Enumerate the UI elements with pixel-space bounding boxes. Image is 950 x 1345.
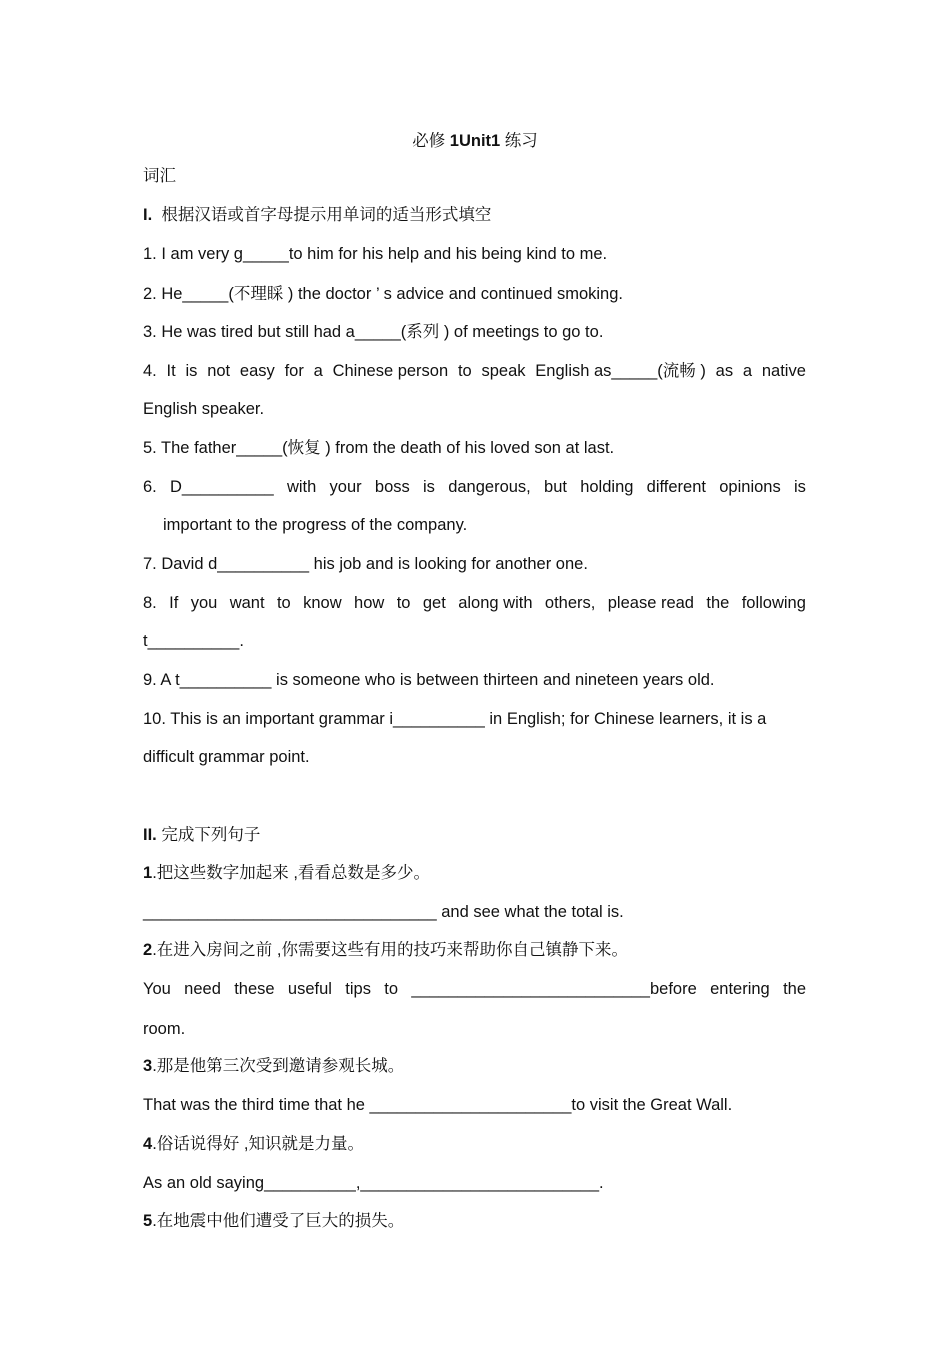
q8-word: get <box>422 594 446 612</box>
q4-word: easy <box>239 362 275 380</box>
question-2: 2. He_____(不理睬 ) the doctor ’ s advice and continued smoking. <box>143 285 623 303</box>
question-4-continued: English speaker. <box>143 400 265 418</box>
sentence-4-english: As an old saying__________,__________________________. <box>143 1174 604 1192</box>
q8-word: If <box>169 594 179 612</box>
q8-word: to <box>276 594 291 612</box>
part1-heading <box>143 205 491 225</box>
sentence-text: .在地震中他们遭受了巨大的损失。 <box>152 1212 405 1230</box>
q4-word: speak <box>481 362 526 380</box>
q4-word: a <box>313 362 323 380</box>
q4-word: It <box>166 362 176 380</box>
q6-word: different <box>646 478 706 496</box>
part2-numeral: II. <box>143 826 157 844</box>
sentence-2-english <box>143 979 806 999</box>
question-3: 3. He was tired but still had a_____(系列 ) of meetings to go to. <box>143 323 604 341</box>
q6-word: opinions <box>719 478 781 496</box>
sentence-number: 1 <box>143 864 153 882</box>
q8-word: please read <box>607 594 694 612</box>
question-6 <box>143 477 806 497</box>
s2-word: You <box>143 980 171 998</box>
q8-word: 8. <box>143 594 157 612</box>
question-4 <box>143 361 806 381</box>
q4-word: not <box>207 362 231 380</box>
sentence-number: 2 <box>143 941 153 959</box>
part1-heading-text: 根据汉语或首字母提示用单词的适当形式填空 <box>161 206 492 224</box>
q6-word: boss <box>374 478 410 496</box>
q4-word: Chinese person <box>332 362 449 380</box>
title-prefix: 必修 <box>412 132 450 150</box>
q4-word: as <box>715 362 734 380</box>
sentence-5-chinese <box>143 1211 404 1231</box>
sentence-text: .俗话说得好 ,知识就是力量。 <box>152 1135 364 1153</box>
s2-word: tips <box>345 980 371 998</box>
q6-word: 6. <box>143 478 157 496</box>
q4-word: 4. <box>143 362 157 380</box>
q8-word: the <box>706 594 730 612</box>
question-6-continued: important to the progress of the company. <box>163 516 468 534</box>
q6-word: D__________ <box>170 478 274 496</box>
sentence-text: .在进入房间之前 ,你需要这些有用的技巧来帮助你自己镇静下来。 <box>152 941 628 959</box>
q6-word: is <box>793 478 806 496</box>
s2-word: entering <box>710 980 770 998</box>
part2-heading-text: 完成下列句子 <box>161 826 261 844</box>
q8-word: how <box>354 594 385 612</box>
q8-word: to <box>396 594 411 612</box>
q4-word: for <box>284 362 304 380</box>
question-5: 5. The father_____(恢复 ) from the death of his loved son at last. <box>143 439 615 457</box>
sentence-number: 4 <box>143 1135 153 1153</box>
sentence-2-continued: room. <box>143 1020 186 1038</box>
q6-word: but <box>544 478 567 496</box>
sentence-number: 5 <box>143 1212 153 1230</box>
q6-word: dangerous, <box>448 478 531 496</box>
q8-word: others, <box>544 594 596 612</box>
question-1: 1. I am very g_____to him for his help and his being kind to me. <box>143 245 608 263</box>
sentence-3-english: That was the third time that he ______________________to visit the Great Wall. <box>143 1096 733 1114</box>
q8-word: know <box>303 594 342 612</box>
title-unit: 1Unit1 <box>449 132 501 150</box>
question-10: 10. This is an important grammar i__________ in English; for Chinese learners, it is a <box>143 710 767 728</box>
q4-word: a <box>742 362 753 380</box>
sentence-3-chinese <box>143 1056 404 1076</box>
q8-word: along with <box>458 594 533 612</box>
question-8-continued: t__________. <box>143 632 244 650</box>
s2-word: to <box>384 980 399 998</box>
title-suffix: 练习 <box>500 132 538 150</box>
part2-heading <box>143 825 260 845</box>
q4-word: native <box>761 362 806 380</box>
q6-word: holding <box>580 478 634 496</box>
question-10-continued: difficult grammar point. <box>143 748 310 766</box>
q6-word: is <box>423 478 435 496</box>
q4-word: is <box>185 362 198 380</box>
sentence-text: .那是他第三次受到邀请参观长城。 <box>152 1057 405 1075</box>
s2-word: __________________________before <box>411 980 697 998</box>
s2-word: need <box>184 980 221 998</box>
s2-word: the <box>783 980 806 998</box>
s2-word: these <box>234 980 275 998</box>
q4-word: to <box>457 362 472 380</box>
section-vocab-heading: 词汇 <box>143 167 176 185</box>
s2-word: useful <box>287 980 332 998</box>
q8-word: want <box>229 594 265 612</box>
q8-word: following <box>741 594 806 612</box>
q6-word: your <box>329 478 362 496</box>
sentence-4-chinese <box>143 1134 364 1154</box>
sentence-1-english: ________________________________ and see what the total is. <box>143 903 624 921</box>
sentence-number: 3 <box>143 1057 153 1075</box>
sentence-1-chinese <box>143 863 430 883</box>
sentence-2-chinese <box>143 940 628 960</box>
q4-word: English as_____(流畅 ) <box>535 362 706 380</box>
q6-word: with <box>286 478 317 496</box>
question-7: 7. David d__________ his job and is looking for another one. <box>143 555 588 573</box>
q8-word: you <box>190 594 218 612</box>
question-8 <box>143 593 806 613</box>
page-title <box>0 127 950 151</box>
sentence-text: .把这些数字加起来 ,看看总数是多少。 <box>152 864 430 882</box>
question-9: 9. A t__________ is someone who is between thirteen and nineteen years old. <box>143 671 715 689</box>
part1-numeral: I. <box>143 206 153 224</box>
